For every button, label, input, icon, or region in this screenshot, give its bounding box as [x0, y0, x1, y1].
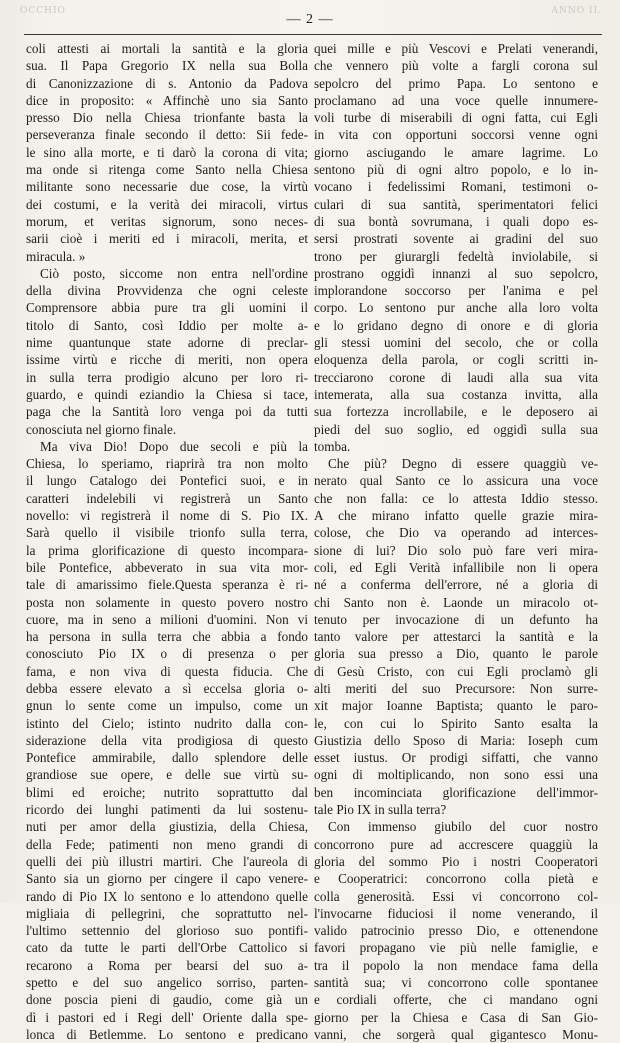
- text-line: le, con cui lo Spirito Santo esalta la: [314, 715, 598, 731]
- text-line: della Fede; patimenti non meno grandi di: [26, 836, 308, 852]
- text-line: titolo di Santo, così Iddio per molte a-: [26, 317, 308, 333]
- text-line: Pontefice ammirabile, dallo splendore delle: [26, 750, 308, 766]
- text-line: santità sua; vi concorrono colle spontanee: [314, 975, 598, 991]
- text-line: tale Pio IX in sulla terra?: [314, 802, 447, 818]
- text-line: nuti per amor della giustizia, della Chiesa,: [26, 819, 308, 835]
- text-line: coli, ed Egli Verità infallibile non li opera: [314, 559, 598, 575]
- text-line: dì i pastori ed i Regi dell' Oriente dalla spe-: [26, 1009, 308, 1025]
- text-line: vocano i fedelissimi Romani, testimoni o-: [314, 179, 598, 195]
- text-line: quei mille e più Vescovi e Prelati venerandi,: [314, 41, 598, 56]
- text-line: sersi prostrati sovente ai gradini del suo: [314, 231, 598, 247]
- text-line: di sua bontà sovrumana, i quali dopo es-: [314, 213, 598, 229]
- text-line: in vita con opportuni soccorsi venne ogni: [314, 127, 598, 143]
- text-line: done poscia pieni di gaudio, come già un: [26, 992, 308, 1008]
- text-line: proclamano ad una voce quelle innumere-: [314, 92, 598, 108]
- text-line: dei costumi, e la verità dei miracoli, virtus: [26, 196, 308, 212]
- text-line: quelli dei più illustri martiri. Che l'aureola di: [26, 853, 308, 869]
- text-line: di Gesù Cristo, con cui Egli proclamò gli: [314, 663, 598, 679]
- text-line: Chiesa, lo speriamo, riaprirà tra non molto: [26, 456, 308, 472]
- bleed-through-text-left: OCCHIO: [20, 6, 66, 16]
- text-line: giorno asciugando le amare lagrime. Lo: [314, 144, 598, 160]
- page-number: — 2 —: [286, 12, 334, 27]
- text-line: di Canonizzazione di s. Antonio da Padova: [26, 75, 308, 91]
- text-line: bile Pontefice, abbeverato in sua vita mor-: [26, 559, 308, 575]
- text-line: Giustizia dello Sposo di Maria: Ioseph cum: [314, 732, 598, 748]
- text-line: piedi del suo soglio, ed oggidì sulla sua: [314, 421, 598, 437]
- text-line: vanni, che sorgerà qual gigantesco Monu-: [314, 1026, 598, 1042]
- text-line: grandiose sue opere, e delle sue virtù su-: [26, 767, 308, 783]
- text-line: blimi ed eroiche; nutrito soprattutto dal: [26, 784, 308, 800]
- text-line: presso Dio nella Chiesa trionfante basta la: [26, 110, 308, 126]
- text-line: ben incominciata glorificazione dell'immor-: [314, 784, 598, 800]
- text-line: ha persona in sulla terra che abbia a fondo: [26, 629, 308, 645]
- text-line: novello: vi registrerà il nome di S. Pio IX.: [26, 508, 308, 524]
- text-line: Santo sia un giorno per cingere il capo venere-: [26, 871, 308, 887]
- text-line: culari di sua santità, sperimentatori felici: [314, 196, 598, 212]
- left-text-column: [26, 40, 308, 1043]
- text-line: istinto del Cielo; istinto nudrito dalla con-: [26, 715, 308, 731]
- text-line: rando di Pio IX lo sentono e lo attendono quelle: [26, 888, 308, 904]
- text-line: coli attesti ai mortali la santità e la gloria: [26, 41, 308, 56]
- text-line: sua. Il Papa Gregorio IX nella sua Bolla: [26, 58, 308, 74]
- text-line: siderazione della vita prodigiosa di questo: [26, 732, 308, 748]
- text-line: gloria sua presso a Dio, quanto le parole: [314, 646, 598, 662]
- text-line: nime quantunque state adorne di preclar-: [26, 335, 308, 351]
- text-line: sepolcro del primo Papa. Lo sentono e: [314, 75, 598, 91]
- text-line: giorno per la Chiesa e Casa di San Gio-: [314, 1009, 598, 1025]
- text-line: la prima glorificazione di questo incompara-: [26, 542, 308, 558]
- text-line: in sulla terra prodigio alcuno per loro ri-: [26, 369, 308, 385]
- text-line: posta non solamente in questo povero nostro: [26, 594, 308, 610]
- text-line: colla generosità. Essi vi concorrono col-: [314, 888, 598, 904]
- text-line: che vennero più volte a fargli corona sul: [314, 58, 598, 74]
- header-rule: [24, 34, 602, 35]
- text-line: e Cooperatrici: concorrono colla pietà e: [314, 871, 598, 887]
- text-line: Con immenso giubilo del cuor nostro: [328, 819, 598, 835]
- text-line: fama, e non viva di questa fiducia. Che: [26, 663, 308, 679]
- text-line: prostrano oggidì innanzi al suo sepolcro,: [314, 265, 598, 281]
- text-line: caratteri indelebili vi registrerà un Santo: [26, 490, 308, 506]
- text-line: cato da tutte le parti dell'Orbe Cattolico si: [26, 940, 308, 956]
- text-line: tra il popolo la non mendace fama della: [314, 957, 598, 973]
- text-line: sentono più di ogni altro popolo, e lo in-: [314, 162, 598, 178]
- text-line: il lungo Catalogo dei Pontefici suoi, e in: [26, 473, 308, 489]
- text-line: sua fortezza incrollabile, e le deposero ai: [314, 404, 598, 420]
- text-line: colose, che Dio va operando ad interces-: [314, 525, 598, 541]
- text-line: voli turbe di miserabili di ogni fatta, cui Egli: [314, 110, 598, 126]
- text-line: implorandone soccorso per l'anima e pel: [314, 283, 598, 299]
- text-line: e cordiali offerte, che ci mandano ogni: [314, 992, 598, 1008]
- text-line: spetto e del suo angelico sorriso, parten-: [26, 975, 308, 991]
- text-line: sione di lui? Dio solo può fare veri mira-: [314, 542, 598, 558]
- text-line: chi Santo non è. Laonde un miracolo ot-: [314, 594, 598, 610]
- text-line: sarii cioè i meriti ed i miracoli, merita, et: [26, 231, 308, 247]
- text-line: Che più? Degno di essere quaggiù ve-: [328, 456, 598, 472]
- text-line: conosciuto Pio IX o di presenza o per: [26, 646, 308, 662]
- text-line: gnun lo sente come un impulso, come un: [26, 698, 308, 714]
- text-line: gli stessi uomini del secolo, che or colla: [314, 335, 598, 351]
- text-line: Ciò posto, siccome non entra nell'ordine: [40, 265, 308, 281]
- text-line: nerato qual Santo ce lo assicura una voce: [314, 473, 598, 489]
- text-line: Sarà quello il visibile trionfo sulla terra,: [26, 525, 308, 541]
- text-line: paga che la Santità loro venga poi da tutti: [26, 404, 308, 420]
- text-line: esset iustus. Or prodigi siffatti, che vanno: [314, 750, 598, 766]
- text-line: morum, et veritas signorum, sono neces-: [26, 213, 308, 229]
- text-line: conosciuta nel giorno finale.: [26, 421, 177, 437]
- text-line: corpo. Lo sentono pur anche alla loro volta: [314, 300, 598, 316]
- text-line: che non falla: ce lo attesta Iddio stesso.: [314, 490, 598, 506]
- text-line: guardo, e quindi eziandio la Chiesa si tace,: [26, 386, 308, 402]
- text-line: alti meriti del suo Precursore: Non surre-: [314, 680, 598, 696]
- right-text-column: [314, 40, 598, 1043]
- text-line: né a conferma dell'errore, né a gloria di: [314, 577, 598, 593]
- text-line: valido patrocinio presso Dio, e ottenendone: [314, 923, 598, 939]
- text-line: militante sono necessarie due cose, la virtù: [26, 179, 308, 195]
- text-line: tanto valore per attestarci la santità e la: [314, 629, 598, 645]
- text-line: A che mirano infatto quelle grazie mira-: [314, 508, 598, 524]
- text-line: eloquenza della parola, or cogli scritti in-: [314, 352, 598, 368]
- text-line: cuore, ma in seno a milioni d'uomini. Non vi: [26, 611, 308, 627]
- text-line: intemerata, alla sua costanza invitta, alla: [314, 386, 598, 402]
- text-line: trono per giurargli fedeltà inviolabile, si: [314, 248, 598, 264]
- text-line: lonca di Betlemme. Lo sentono e predicano: [26, 1026, 308, 1042]
- text-line: ogni di moltiplicando, non sono essi una: [314, 767, 598, 783]
- text-line: favori propagano vie più nelle famiglie, e: [314, 940, 598, 956]
- text-line: tenuto per invocazione di un defunto ha: [314, 611, 598, 627]
- text-line: concorrono pure ad accrescere quaggiù la: [314, 836, 598, 852]
- text-line: recarono a Roma per bearsi del suo a-: [26, 957, 308, 973]
- text-line: tale di amarissimo fiele.Questa speranza è ri-: [26, 577, 308, 593]
- text-line: tomba.: [314, 438, 351, 454]
- bleed-through-text-right: ANNO II.: [551, 6, 602, 16]
- text-line: miracula. »: [26, 248, 86, 264]
- text-line: e lo gridano degno di onore e di gloria: [314, 317, 598, 333]
- text-line: dice in proposito: « Affinchè uno sia Santo: [26, 92, 308, 108]
- text-line: l'invocarne fiduciosi il nome venerando, il: [314, 905, 598, 921]
- text-line: le sino alla morte, e ti darò la corona di vita;: [26, 144, 308, 160]
- text-line: xit major Ioanne Baptista; quanto le paro-: [314, 698, 598, 714]
- text-line: l'ultimo settennio del glorioso suo pontifi-: [26, 923, 308, 939]
- text-line: Ma viva Dio! Dopo due secoli e più la: [40, 438, 308, 454]
- text-line: ricordo dei lunghi patimenti da lui sostenu-: [26, 802, 308, 818]
- text-line: gloria del sommo Pio i nostri Cooperatori: [314, 853, 598, 869]
- text-line: debba essere elevato a sì eccelsa gloria o-: [26, 680, 308, 696]
- text-line: issime virtù e ricche di meriti, non opera: [26, 352, 308, 368]
- text-line: ma onde si ritenga come Santo nella Chiesa: [26, 162, 308, 178]
- text-line: migliaia di pellegrini, che soprattutto nel-: [26, 905, 308, 921]
- text-line: perseveranza finale secondo il detto: Sii fede-: [26, 127, 308, 143]
- text-line: della divina Provvidenza che ogni celeste: [26, 283, 308, 299]
- text-line: Comprensore abbia pure tra gli uomini il: [26, 300, 308, 316]
- text-line: trecciarono corone di laudi alla sua vita: [314, 369, 598, 385]
